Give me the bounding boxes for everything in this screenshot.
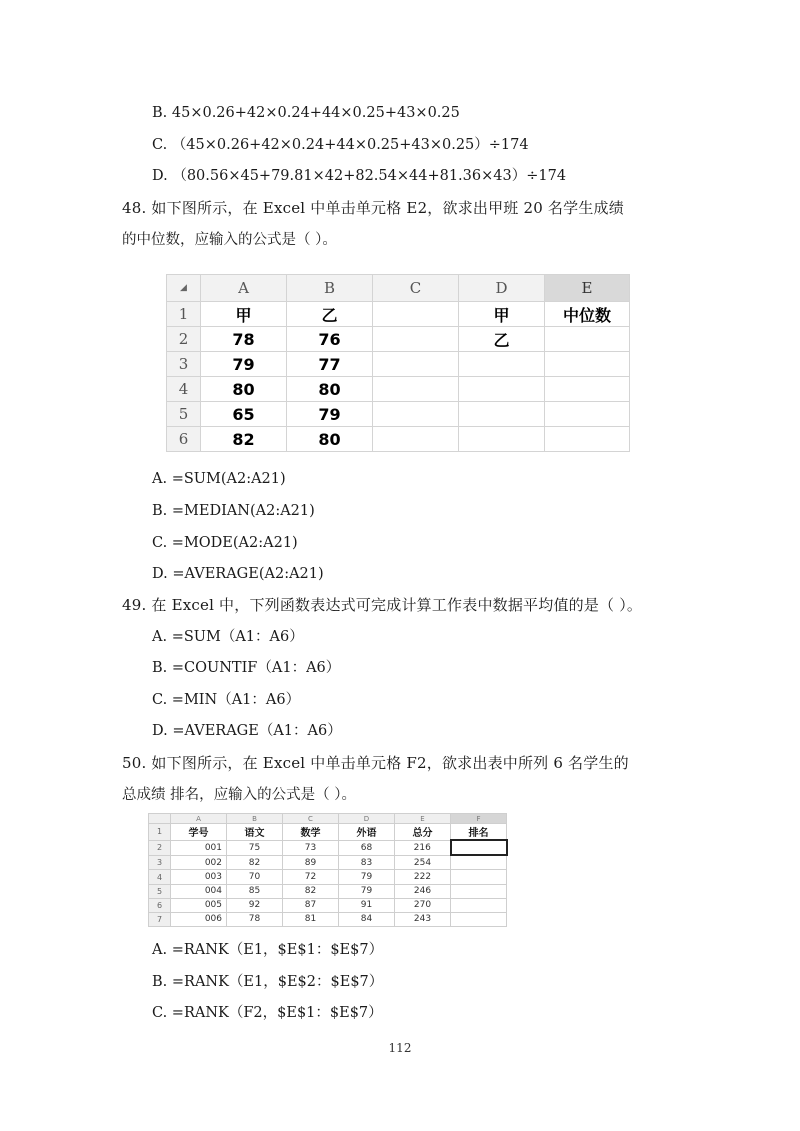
cell-b1[interactable]: 乙 xyxy=(287,302,373,327)
header-cell-math[interactable]: 数学 xyxy=(283,824,339,841)
row-header[interactable]: 5 xyxy=(149,884,171,898)
table-cell[interactable]: 003 xyxy=(171,870,227,884)
row-header[interactable]: 6 xyxy=(149,898,171,912)
table-cell[interactable]: 246 xyxy=(395,884,451,898)
table-cell[interactable]: 92 xyxy=(227,898,283,912)
table-cell[interactable]: 254 xyxy=(395,855,451,870)
cell-e2[interactable] xyxy=(545,327,630,352)
table-cell[interactable]: 82 xyxy=(283,884,339,898)
table-cell[interactable]: 89 xyxy=(283,855,339,870)
q50-option-c: C. =RANK（F2，$E$1：$E$7） xyxy=(152,1005,383,1021)
cell-d4[interactable] xyxy=(459,377,545,402)
table-cell[interactable]: 75 xyxy=(227,840,283,855)
table-cell[interactable] xyxy=(451,855,507,870)
sheet-corner[interactable] xyxy=(149,814,171,824)
col-header-a[interactable]: A xyxy=(201,275,287,302)
q49-option-b: B. =COUNTIF（A1：A6） xyxy=(152,660,341,676)
cell-c4[interactable] xyxy=(373,377,459,402)
table-cell[interactable]: 91 xyxy=(339,898,395,912)
row-header[interactable]: 3 xyxy=(149,855,171,870)
row-header[interactable]: 5 xyxy=(167,402,201,427)
table-cell[interactable]: 73 xyxy=(283,840,339,855)
cell-d2[interactable]: 乙 xyxy=(459,327,545,352)
row-header[interactable]: 1 xyxy=(167,302,201,327)
table-cell[interactable]: 83 xyxy=(339,855,395,870)
q50-text-line1: 50. 如下图所示，在 Excel 中单击单元格 F2，欲求出表中所列 6 名学生的 xyxy=(122,754,629,772)
excel-sheet-median xyxy=(166,274,630,452)
table-cell[interactable]: 85 xyxy=(227,884,283,898)
cell-b4[interactable]: 80 xyxy=(287,377,373,402)
row-header[interactable]: 2 xyxy=(149,840,171,855)
cell-b2[interactable]: 76 xyxy=(287,327,373,352)
col-header-d[interactable]: D xyxy=(339,814,395,824)
row-header[interactable]: 4 xyxy=(167,377,201,402)
table-cell[interactable]: 79 xyxy=(339,870,395,884)
table-cell[interactable]: 001 xyxy=(171,840,227,855)
table-cell[interactable]: 216 xyxy=(395,840,451,855)
col-header-f[interactable]: F xyxy=(451,814,507,824)
cell-a4[interactable]: 80 xyxy=(201,377,287,402)
q49-option-a: A. =SUM（A1：A6） xyxy=(152,629,304,645)
q48-option-d: D. =AVERAGE(A2:A21) xyxy=(152,566,324,582)
page-number: 112 xyxy=(388,1041,412,1055)
cell-c1[interactable] xyxy=(373,302,459,327)
cell-e5[interactable] xyxy=(545,402,630,427)
header-cell-total[interactable]: 总分 xyxy=(395,824,451,841)
q49-option-d: D. =AVERAGE（A1：A6） xyxy=(152,723,342,739)
col-header-c[interactable]: C xyxy=(373,275,459,302)
row-header[interactable]: 7 xyxy=(149,912,171,926)
table-cell[interactable]: 68 xyxy=(339,840,395,855)
table-cell[interactable]: 84 xyxy=(339,912,395,926)
excel-sheet-rank xyxy=(148,813,508,927)
cell-a1[interactable]: 甲 xyxy=(201,302,287,327)
q50-option-a: A. =RANK（E1，$E$1：$E$7） xyxy=(152,942,384,958)
cell-c2[interactable] xyxy=(373,327,459,352)
table-cell[interactable]: 78 xyxy=(227,912,283,926)
row-header[interactable]: 3 xyxy=(167,352,201,377)
cell-e3[interactable] xyxy=(545,352,630,377)
table-cell[interactable]: 005 xyxy=(171,898,227,912)
table-cell[interactable]: 82 xyxy=(227,855,283,870)
cell-b5[interactable]: 79 xyxy=(287,402,373,427)
q48-option-b: B. =MEDIAN(A2:A21) xyxy=(152,503,315,519)
cell-a6[interactable]: 82 xyxy=(201,427,287,452)
q48-text-line2: 的中位数，应输入的公式是（ ）。 xyxy=(122,232,337,248)
table-cell[interactable] xyxy=(451,898,507,912)
q49-text-line1: 49. 在 Excel 中，下列函数表达式可完成计算工作表中数据平均值的是（ ）。 xyxy=(122,596,643,614)
cell-a5[interactable]: 65 xyxy=(201,402,287,427)
cell-c6[interactable] xyxy=(373,427,459,452)
cell-f2-selected[interactable] xyxy=(451,840,507,855)
header-cell-id[interactable]: 学号 xyxy=(171,824,227,841)
cell-d5[interactable] xyxy=(459,402,545,427)
q48-option-a: A. =SUM(A2:A21) xyxy=(152,471,286,487)
table-cell[interactable]: 006 xyxy=(171,912,227,926)
col-header-b[interactable]: B xyxy=(287,275,373,302)
table-cell[interactable]: 87 xyxy=(283,898,339,912)
table-cell[interactable] xyxy=(451,884,507,898)
table-cell[interactable] xyxy=(451,912,507,926)
table-cell[interactable]: 243 xyxy=(395,912,451,926)
table-cell[interactable]: 70 xyxy=(227,870,283,884)
cell-e1[interactable]: 中位数 xyxy=(545,302,630,327)
cell-d3[interactable] xyxy=(459,352,545,377)
cell-b3[interactable]: 77 xyxy=(287,352,373,377)
col-header-e[interactable]: E xyxy=(545,275,630,302)
table-cell[interactable]: 81 xyxy=(283,912,339,926)
cell-e4[interactable] xyxy=(545,377,630,402)
header-cell-rank[interactable]: 排名 xyxy=(451,824,507,841)
row-header[interactable]: 6 xyxy=(167,427,201,452)
option-c-prev: C. （45×0.26+42×0.24+44×0.25+43×0.25）÷174 xyxy=(152,137,529,153)
table-cell[interactable]: 004 xyxy=(171,884,227,898)
table-cell[interactable]: 79 xyxy=(339,884,395,898)
cell-e6[interactable] xyxy=(545,427,630,452)
cell-a3[interactable]: 79 xyxy=(201,352,287,377)
cell-d1[interactable]: 甲 xyxy=(459,302,545,327)
row-header[interactable]: 1 xyxy=(149,824,171,841)
table-cell[interactable]: 270 xyxy=(395,898,451,912)
option-b-prev: B. 45×0.26+42×0.24+44×0.25+43×0.25 xyxy=(152,105,460,121)
q50-text-line2: 总成绩 排名，应输入的公式是（ ）。 xyxy=(122,787,356,803)
cell-a2[interactable]: 78 xyxy=(201,327,287,352)
q49-option-c: C. =MIN（A1：A6） xyxy=(152,692,301,708)
header-cell-english[interactable]: 外语 xyxy=(339,824,395,841)
q48-text-line1: 48. 如下图所示，在 Excel 中单击单元格 E2，欲求出甲班 20 名学生成绩 xyxy=(122,199,624,217)
cell-d6[interactable] xyxy=(459,427,545,452)
row-header[interactable]: 2 xyxy=(167,327,201,352)
table-cell[interactable]: 72 xyxy=(283,870,339,884)
table-cell[interactable] xyxy=(451,870,507,884)
col-header-d[interactable]: D xyxy=(459,275,545,302)
col-header-a[interactable]: A xyxy=(171,814,227,824)
cell-c5[interactable] xyxy=(373,402,459,427)
q50-option-b: B. =RANK（E1，$E$2：$E$7） xyxy=(152,974,384,990)
q48-option-c: C. =MODE(A2:A21) xyxy=(152,535,298,551)
cell-c3[interactable] xyxy=(373,352,459,377)
table-cell[interactable]: 222 xyxy=(395,870,451,884)
sheet-corner[interactable]: ◢ xyxy=(167,275,201,302)
col-header-b[interactable]: B xyxy=(227,814,283,824)
table-cell[interactable]: 002 xyxy=(171,855,227,870)
header-cell-chinese[interactable]: 语文 xyxy=(227,824,283,841)
row-header[interactable]: 4 xyxy=(149,870,171,884)
cell-b6[interactable]: 80 xyxy=(287,427,373,452)
option-d-prev: D. （80.56×45+79.81×42+82.54×44+81.36×43）÷174 xyxy=(152,168,567,184)
col-header-e[interactable]: E xyxy=(395,814,451,824)
col-header-c[interactable]: C xyxy=(283,814,339,824)
